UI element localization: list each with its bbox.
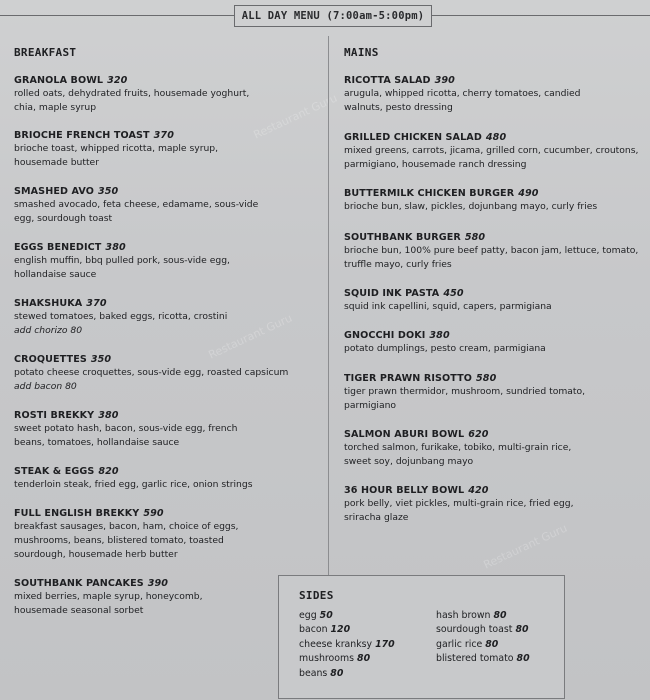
menu-item-description: tiger prawn thermidor, mushroom, sundried tomato, — [344, 386, 586, 397]
side-item — [299, 652, 395, 666]
menu-item — [344, 187, 644, 214]
menu-item — [14, 185, 319, 226]
menu-item-name: FULL ENGLISH BREKKY — [14, 508, 140, 519]
sides-title: SIDES — [299, 589, 334, 602]
side-item-name: beans — [299, 667, 328, 679]
menu-item-name: 36 HOUR BELLY BOWL — [344, 485, 465, 496]
side-item-price: 80 — [330, 667, 344, 679]
menu-item-description: pork belly, viet pickles, multi-grain rice, fried egg, — [344, 498, 574, 509]
menu-item-price: 580 — [464, 232, 486, 243]
menu-item-name: BRIOCHE FRENCH TOAST — [14, 130, 150, 141]
menu-item-name: ROSTI BREKKY — [14, 410, 95, 421]
menu-item-description: mixed greens, carrots, jicama, grilled corn, cucumber, croutons, — [344, 145, 639, 156]
menu-item-description: sriracha glaze — [344, 512, 409, 523]
menu-item-heading — [14, 129, 319, 142]
menu-item — [344, 329, 644, 356]
menu-item-price: 370 — [153, 130, 174, 141]
side-item-price: 170 — [375, 638, 395, 650]
menu-header: ALL DAY MENU (7:00am-5:00pm) — [234, 5, 432, 27]
menu-item-description: breakfast sausages, bacon, ham, choice of eggs, — [14, 521, 239, 532]
menu-item-description: english muffin, bbq pulled pork, sous-vide egg, — [14, 255, 230, 266]
menu-item-name: GNOCCHI DOKI — [344, 330, 426, 341]
menu-item-price: 320 — [107, 75, 128, 86]
menu-item-description: squid ink capellini, squid, capers, parmigiana — [344, 301, 552, 312]
menu-item-name: BUTTERMILK CHICKEN BURGER — [344, 188, 515, 199]
side-item-price: 80 — [515, 624, 529, 636]
menu-item-heading — [14, 507, 319, 520]
side-item — [299, 638, 395, 652]
watermark: Restaurant Guru — [251, 91, 340, 142]
menu-item — [344, 428, 644, 469]
menu-item — [344, 287, 644, 314]
side-item-name: blistered tomato — [436, 653, 514, 665]
mains-column — [344, 46, 644, 540]
menu-item-price: 390 — [147, 578, 169, 589]
menu-item-heading — [14, 185, 319, 198]
menu-item-price: 380 — [429, 330, 450, 341]
menu-item-price: 590 — [143, 508, 164, 519]
side-item-name: garlic rice — [436, 638, 483, 650]
menu-item-heading — [14, 409, 319, 422]
side-item-price: 120 — [330, 624, 351, 636]
menu-item-description: sourdough, housemade herb butter — [14, 549, 178, 560]
side-item — [436, 623, 530, 637]
menu-item-price: 620 — [468, 429, 489, 440]
menu-item — [344, 372, 644, 413]
menu-item — [14, 129, 319, 170]
menu-item-heading — [344, 287, 644, 300]
menu-item-name: SALMON ABURI BOWL — [344, 429, 465, 440]
menu-item-price: 350 — [90, 354, 112, 365]
menu-item — [344, 74, 644, 115]
menu-item-name: SHAKSHUKA — [14, 298, 83, 309]
menu-item-description: tenderloin steak, fried egg, garlic rice, onion strings — [14, 479, 253, 490]
menu-item-name: STEAK & EGGS — [14, 466, 95, 477]
menu-item — [14, 74, 319, 115]
sides-left-column — [299, 609, 395, 681]
menu-item-name: SOUTHBANK PANCAKES — [14, 578, 144, 589]
menu-item-addon: add chorizo 80 — [14, 325, 83, 336]
column-divider — [328, 36, 329, 576]
mains-title: MAINS — [344, 46, 379, 59]
menu-item-heading — [14, 297, 319, 310]
menu-item-name: TIGER PRAWN RISOTTO — [344, 373, 473, 384]
menu-item — [14, 507, 319, 562]
side-item-price: 50 — [319, 610, 333, 621]
menu-item-description: brioche bun, slaw, pickles, dojunbang mayo, curly fries — [344, 201, 598, 212]
menu-item-price: 380 — [98, 410, 119, 421]
sides-box — [278, 575, 565, 699]
menu-item-heading — [344, 372, 644, 385]
side-item-price: 80 — [493, 610, 507, 621]
menu-item-name: EGGS BENEDICT — [14, 242, 102, 253]
side-item-name: sourdough toast — [436, 624, 513, 636]
breakfast-list — [14, 74, 319, 618]
menu-item-description: arugula, whipped ricotta, cherry tomatoes, candied — [344, 88, 581, 99]
menu-item-price: 450 — [443, 288, 464, 299]
side-item-price: 80 — [516, 653, 530, 665]
breakfast-column — [14, 46, 319, 633]
menu-item-description: chia, maple syrup — [14, 102, 97, 113]
menu-item-heading — [344, 329, 644, 342]
menu-item-description: mushrooms, beans, blistered tomato, toasted — [14, 535, 224, 546]
menu-item-price: 820 — [98, 466, 119, 477]
menu-item-description: sweet potato hash, bacon, sous-vide egg, french — [14, 423, 238, 434]
menu-item — [14, 241, 319, 282]
menu-item — [344, 231, 644, 272]
menu-item-price: 480 — [485, 132, 507, 143]
side-item — [299, 667, 395, 681]
menu-item-description: stewed tomatoes, baked eggs, ricotta, crostini — [14, 311, 228, 322]
menu-item-price: 420 — [468, 485, 489, 496]
side-item — [436, 652, 530, 666]
watermark: Restaurant Guru — [206, 311, 295, 362]
side-item-name: hash brown — [436, 610, 491, 621]
menu-item-name: GRANOLA BOWL — [14, 75, 104, 86]
side-item-name: egg — [299, 610, 317, 621]
menu-item-description: truffle mayo, curly fries — [344, 259, 452, 270]
menu-item-price: 490 — [518, 188, 539, 199]
menu-item-description: torched salmon, furikake, tobiko, multi-grain rice, — [344, 442, 572, 453]
menu-item-heading — [14, 353, 319, 366]
menu-item-description: beans, tomatoes, hollandaise sauce — [14, 437, 180, 448]
side-item-price: 80 — [357, 653, 371, 665]
menu-item-heading — [14, 241, 319, 254]
menu-item-description: housemade seasonal sorbet — [14, 605, 144, 616]
menu-item-description: egg, sourdough toast — [14, 213, 113, 224]
menu-item-description: brioche toast, whipped ricotta, maple syrup, — [14, 143, 219, 154]
menu-item-name: SQUID INK PASTA — [344, 288, 440, 299]
menu-item-name: SMASHED AVO — [14, 186, 94, 197]
side-item-name: cheese kranksy — [299, 638, 373, 650]
side-item — [436, 638, 530, 652]
menu-item-description: rolled oats, dehydrated fruits, housemade yoghurt, — [14, 88, 250, 99]
menu-item — [14, 465, 319, 492]
menu-item — [14, 409, 319, 450]
menu-item-description: brioche bun, 100% pure beef patty, bacon jam, lettuce, tomato, — [344, 245, 639, 256]
mains-list — [344, 74, 644, 525]
side-item — [299, 609, 395, 623]
menu-item-description: hollandaise sauce — [14, 269, 97, 280]
menu-item-description: walnuts, pesto dressing — [344, 102, 453, 113]
menu-item-description: potato cheese croquettes, sous-vide egg, roasted capsicum — [14, 367, 289, 378]
menu-item-description: potato dumplings, pesto cream, parmigiana — [344, 343, 546, 354]
side-item — [436, 609, 530, 623]
menu-item-description: housemade butter — [14, 157, 99, 168]
menu-item-heading — [14, 577, 319, 590]
menu-item-heading — [344, 484, 644, 497]
menu-item-description: mixed berries, maple syrup, honeycomb, — [14, 591, 203, 602]
menu-item-name: RICOTTA SALAD — [344, 75, 431, 86]
side-item — [299, 623, 395, 637]
menu-item-heading — [344, 187, 644, 200]
menu-item-description: sweet soy, dojunbang mayo — [344, 456, 474, 467]
breakfast-title: BREAKFAST — [14, 46, 77, 59]
menu-item-price: 350 — [97, 186, 119, 197]
menu-item-description: parmigiano, housemade ranch dressing — [344, 159, 527, 170]
menu-item-description: smashed avocado, feta cheese, edamame, sous-vide — [14, 199, 259, 210]
menu-item-price: 380 — [105, 242, 126, 253]
watermark: Restaurant Guru — [481, 521, 570, 572]
sides-right-column — [436, 609, 530, 667]
side-item-name: bacon — [299, 624, 328, 636]
menu-item-price: 370 — [86, 298, 107, 309]
menu-item-addon: add bacon 80 — [14, 381, 77, 392]
menu-item-heading — [344, 231, 644, 244]
menu-item-heading — [14, 74, 319, 87]
menu-item-heading — [344, 131, 644, 144]
menu-item-heading — [344, 428, 644, 441]
menu-item-price: 390 — [434, 75, 455, 86]
menu-item — [14, 353, 319, 394]
side-item-name: mushrooms — [299, 653, 355, 665]
menu-item-name: GRILLED CHICKEN SALAD — [344, 132, 482, 143]
menu-item-price: 580 — [476, 373, 497, 384]
menu-item — [14, 297, 319, 338]
menu-item — [344, 131, 644, 172]
menu-item-description: parmigiano — [344, 400, 397, 411]
menu-item-heading — [14, 465, 319, 478]
menu-item — [14, 577, 319, 618]
side-item-price: 80 — [485, 638, 499, 650]
menu-item — [344, 484, 644, 525]
menu-item-name: SOUTHBANK BURGER — [344, 232, 461, 243]
menu-item-heading — [344, 74, 644, 87]
menu-item-name: CROQUETTES — [14, 354, 87, 365]
